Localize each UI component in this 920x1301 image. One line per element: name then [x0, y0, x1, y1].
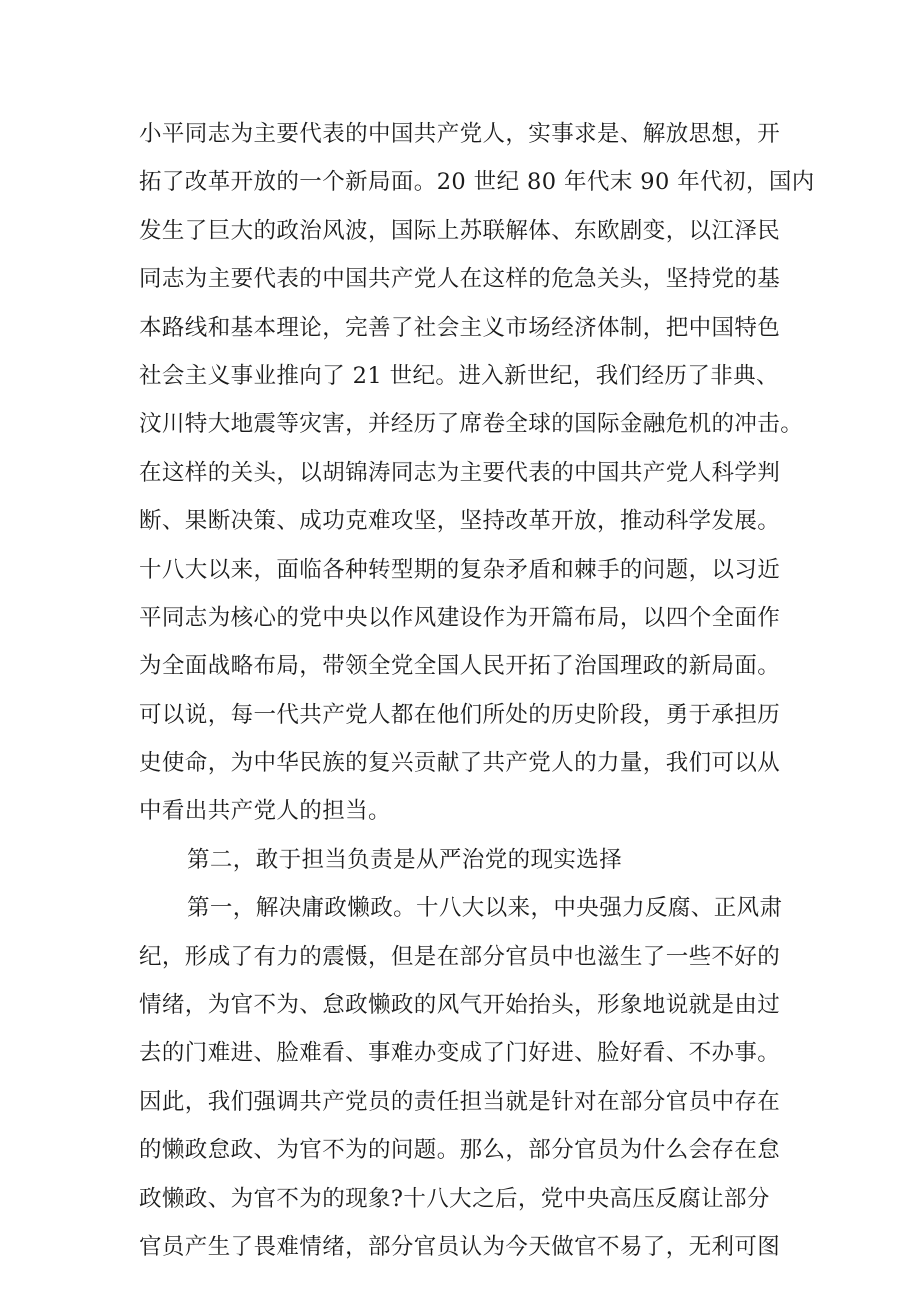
text-line: 十八大以来，面临各种转型期的复杂矛盾和棘手的问题，以习近 — [139, 556, 781, 583]
text-line: 拓了改革开放的一个新局面。20 世纪 80 年代末 90 年代初，国内 — [139, 169, 815, 196]
text-line: 汶川特大地震等灾害，并经历了席卷全球的国际金融危机的冲击。 — [139, 411, 804, 438]
text-line: 第二，敢于担当负责是从严治党的现实选择 — [187, 846, 623, 873]
text-line: 本路线和基本理论，完善了社会主义市场经济体制，把中国特色 — [139, 314, 781, 341]
text-line: 在这样的关头，以胡锦涛同志为主要代表的中国共产党人科学判 — [139, 459, 781, 486]
text-line: 官员产生了畏难情绪，部分官员认为今天做官不易了，无利可图 — [139, 1233, 781, 1260]
text-line: 纪，形成了有力的震慑，但是在部分官员中也滋生了一些不好的 — [139, 943, 781, 970]
text-line: 史使命，为中华民族的复兴贡献了共产党人的力量，我们可以从 — [139, 750, 781, 777]
text-line: 可以说，每一代共产党人都在他们所处的历史阶段，勇于承担历 — [139, 701, 781, 728]
text-line: 断、果断决策、成功克难攻坚，坚持改革开放，推动科学发展。 — [139, 508, 781, 535]
text-line: 中看出共产党人的担当。 — [139, 798, 391, 825]
text-line: 政懒政、为官不为的现象?十八大之后，党中央高压反腐让部分 — [139, 1185, 770, 1212]
text-line: 第一，解决庸政懒政。十八大以来，中央强力反腐、正风肃 — [187, 895, 783, 922]
text-line: 小平同志为主要代表的中国共产党人，实事求是、解放思想，开 — [139, 121, 781, 147]
text-line: 同志为主要代表的中国共产党人在这样的危急关头，坚持党的基 — [139, 266, 781, 293]
text-line: 发生了巨大的政治风波，国际上苏联解体、东欧剧变，以江泽民 — [139, 217, 781, 244]
text-line: 情绪，为官不为、怠政懒政的风气开始抬头，形象地说就是由过 — [139, 992, 781, 1019]
text-line: 因此，我们强调共产党员的责任担当就是针对在部分官员中存在 — [139, 1088, 781, 1115]
text-line: 去的门难进、脸难看、事难办变成了门好进、脸好看、不办事。 — [139, 1040, 781, 1067]
text-line: 为全面战略布局，带领全党全国人民开拓了治国理政的新局面。 — [139, 653, 781, 680]
text-line: 社会主义事业推向了 21 世纪。进入新世纪，我们经历了非典、 — [139, 362, 779, 389]
text-line: 平同志为核心的党中央以作风建设作为开篇布局，以四个全面作 — [139, 604, 781, 631]
text-line: 的懒政怠政、为官不为的问题。那么，部分官员为什么会存在怠 — [139, 1137, 781, 1164]
body-text — [139, 110, 815, 1271]
